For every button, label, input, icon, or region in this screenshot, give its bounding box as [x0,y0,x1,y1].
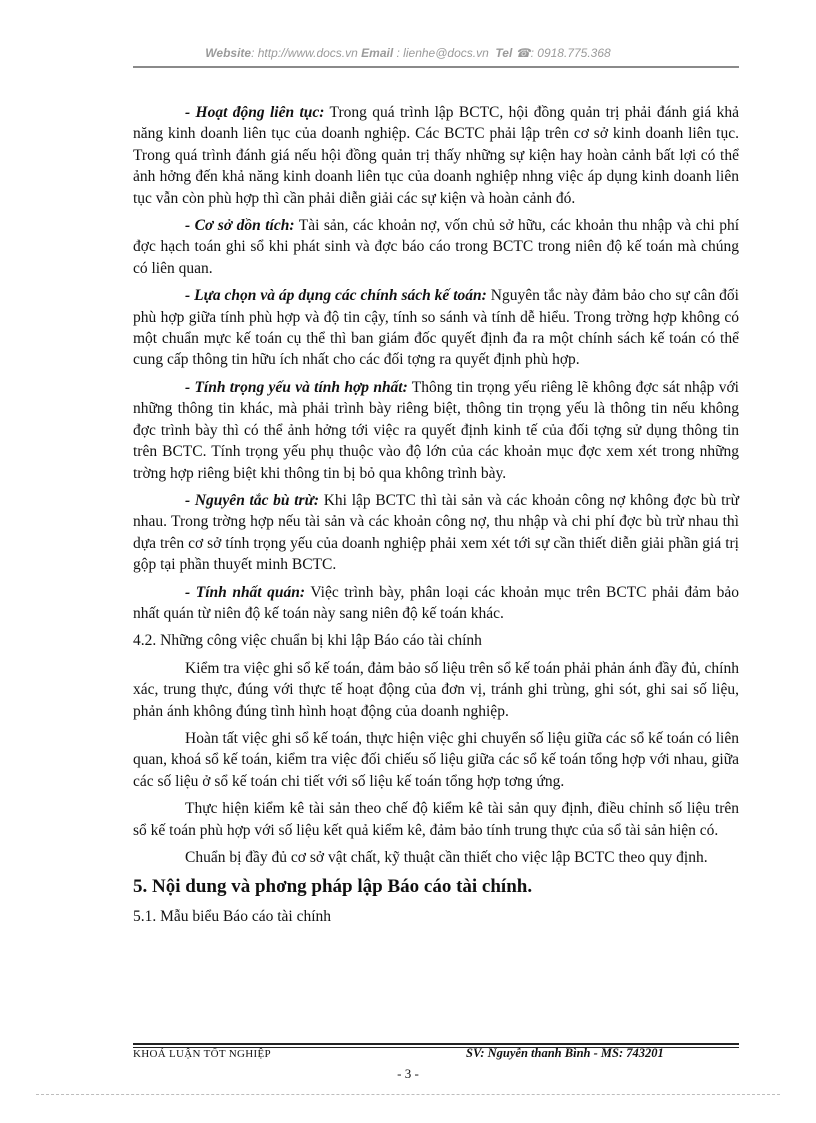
paragraph-materiality [133,377,739,484]
email-value: : lienhe@docs.vn [396,46,489,60]
paragraph-consistency [133,582,739,625]
paragraph-complete-records: Hoàn tất việc ghi sổ kế toán, thực hiện việc ghi chuyển số liệu giữa các sổ kế toán có liên quan, khoá sổ kế toán, kiểm tra việc đối chiếu số liệu giữa các sổ kế toán tổng hợp với nhau, giữa các số liệu ở sổ kế toán chi tiết với số liệu kế toán tổng hợp tơng ứng. [133,729,739,790]
website-label: Website [205,46,252,60]
footer-thesis-label: KHOÁ LUẬN TỐT NGHIỆP [133,1048,271,1060]
section-heading-5: 5. Nội dung và phơng pháp lập Báo cáo tài chính. [133,876,533,898]
footer-divider-thick [133,1043,739,1045]
text-consistency: Việc trình bày, phân loại các khoản mục trên BCTC phải đảm bảo nhất quán từ niên độ kế toán này sang niên độ kế toán khác. [133,583,739,622]
header-divider [133,66,739,68]
text-accrual-basis: Tài sản, các khoản nợ, vốn chủ sở hữu, các khoản thu nhập và chi phí đợc hạch toán ghi sổ khi phát sinh và đợc báo cáo trong BCTC trong niên độ kế toán mà chúng có liên quan. [133,217,740,277]
text-materiality: Thông tin trọng yếu riêng lẽ không đợc sát nhập với những thông tin khác, mà phải trình bày riêng biệt, thông tin trọng yếu là thông tin nếu không đợc trình bày thì có thể ảnh hởng tới việc ra quyết định kinh tế của đối tợng sử dụng thông tin trên BCTC. Tính trọng yếu phụ thuộc vào độ lớn của các khoản mục đợc xem xét trong những trờng hợp riêng biệt khi thông tin bị bỏ qua không trình bày. [133,378,739,482]
text-going-concern: Trong quá trình lập BCTC, hội đồng quản trị phải đánh giá khả năng kinh doanh liên tục của doanh nghiệp. Các BCTC phải lập trên cơ sở kinh doanh liên tục. Trong quá trình đánh giá nếu hội đồng quản trị thấy những sự kiện hay hoàn cảnh bất lợi có thể ảnh hởng đến khả năng kinh doanh liên tục của doanh nghiệp nhng việc áp dụng kinh doanh liên tục vẫn còn phù hợp thì cần phải diễn giải các sự kiện và hoàn cảnh đó. [133,104,739,207]
paragraph-accrual-basis [133,215,739,279]
paragraph-going-concern [133,102,739,209]
paragraph-prepare-resources: Chuẩn bị đầy đủ cơ sở vật chất, kỹ thuật cần thiết cho việc lập BCTC theo quy định. [185,849,708,866]
term-accrual-basis: - Cơ sở dồn tích: [185,217,295,235]
document-body [133,102,739,934]
text-accounting-policies: Nguyên tắc này đảm bảo cho sự cân đối phù hợp giữa tính phù hợp và độ tin cậy, tính so sánh và tính dễ hiểu. Trong trờng hợp không có một chuẩn mực kế toán cụ thể thì ban giám đốc quyết định đa ra một chính sách kế toán có thể cung cấp thông tin hữu ích nhất cho các đối tợng ra quyết định phù hợp. [133,287,739,369]
section-heading-4-2: 4.2. Những công việc chuẩn bị khi lập Báo cáo tài chính [133,632,482,650]
tel-value: ☎: 0918.775.368 [515,46,611,60]
term-accounting-policies: - Lựa chọn và áp dụng các chính sách kế toán: [185,287,487,305]
paragraph-check-records: Kiểm tra việc ghi sổ kế toán, đảm bảo số liệu trên sổ kế toán phải phản ánh đầy đủ, chính xác, trung thực, đúng với thực tế hoạt động của đơn vị, tránh ghi trùng, ghi sót, ghi sai số liệu, phản ánh không đúng tình hình hoạt động của doanh nghiệp. [133,659,739,720]
paragraph-inventory-count: Thực hiện kiểm kê tài sản theo chế độ kiểm kê tài sản quy định, điều chỉnh số liệu trên sổ kế toán phù hợp với số liệu kết quả kiểm kê, đảm bảo tính trung thực của sổ tài sản hiện có. [133,800,739,839]
tel-label: Tel [495,46,513,60]
email-label: Email [361,46,394,60]
text-offsetting: Khi lập BCTC thì tài sản và các khoản công nợ không đợc bù trừ nhau. Trong trờng hợp nếu tài sản và các khoản công nợ, thu nhập và chi phí đợc bù trừ nhau thì dựa trên cơ sở tính trọng yếu của doanh nghiệp phải xem xét tới sự cần thiết diễn giải phần giá trị gộp tại phần thuyết minh BCTC. [133,491,739,574]
term-offsetting: - Nguyên tắc bù trừ: [185,491,320,509]
term-going-concern: - Hoạt động liên tục: [185,104,325,121]
footer-student-info: SV: Nguyễn thanh Bình - MS: 743201 [466,1046,664,1060]
paragraph-offsetting [133,490,739,576]
page-header [0,46,816,60]
section-heading-5-1: 5.1. Mẫu biểu Báo cáo tài chính [133,908,332,926]
paragraph-accounting-policies [133,285,739,371]
website-value: : http://www.docs.vn [251,46,358,60]
page-bottom-divider [36,1094,780,1095]
term-consistency: - Tính nhất quán: [185,583,306,601]
page-number: - 3 - [397,1066,419,1081]
term-materiality: - Tính trọng yếu và tính hợp nhất: [185,378,408,396]
